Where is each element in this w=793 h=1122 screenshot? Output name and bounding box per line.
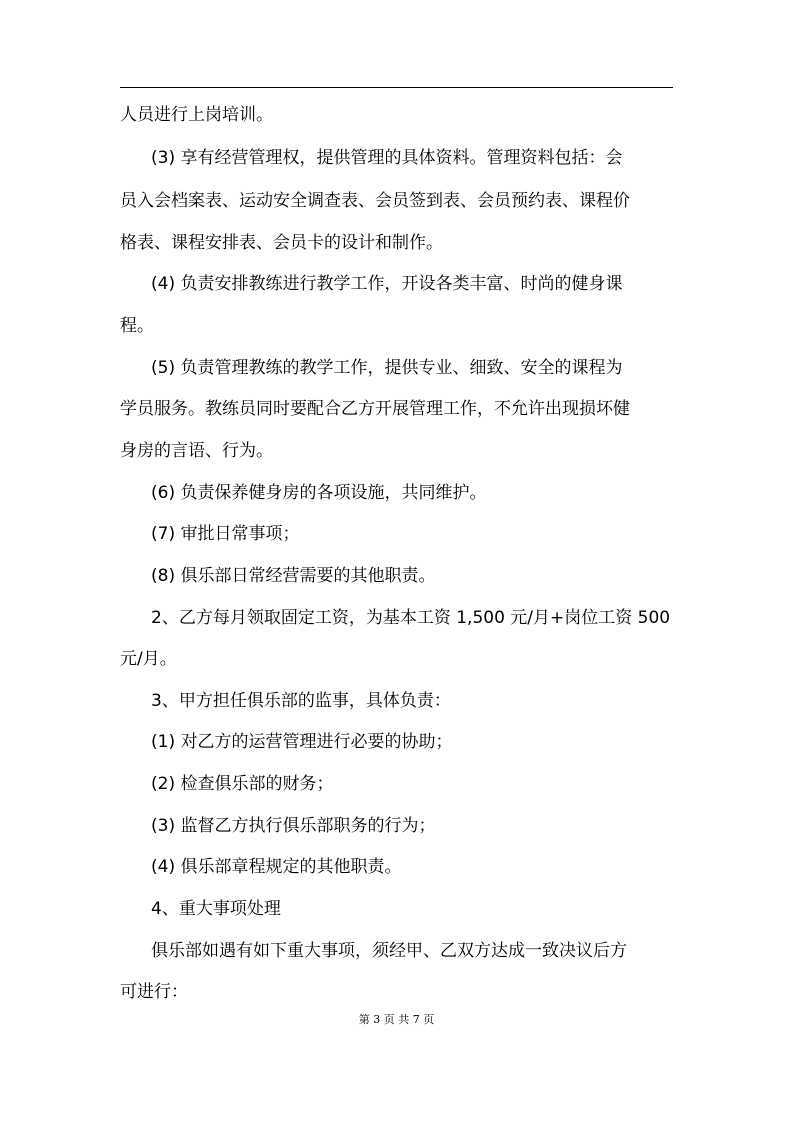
body-line: (3) 监督乙方执行俱乐部职务的行为； — [151, 816, 436, 836]
body-line: (7) 审批日常事项； — [151, 524, 300, 544]
body-line: (5) 负责管理教练的教学工作，提供专业、细致、安全的课程为 — [151, 358, 623, 378]
body-line: 学员服务。教练员同时要配合乙方开展管理工作，不允许出现损坏健 — [120, 399, 630, 419]
body-line: (3) 享有经营管理权，提供管理的具体资料。管理资料包括：会 — [151, 148, 623, 168]
body-line: 格表、课程安排表、会员卡的设计和制作。 — [120, 233, 443, 253]
body-line: 俱乐部如遇有如下重大事项，须经甲、乙双方达成一致决议后方 — [151, 941, 627, 961]
body-line: 2、乙方每月领取固定工资，为基本工资 1,500 元/月+岗位工资 500 — [151, 608, 671, 628]
header-rule — [120, 87, 673, 88]
body-line: 3、甲方担任俱乐部的监事，具体负责： — [151, 691, 451, 711]
body-line: (8) 俱乐部日常经营需要的其他职责。 — [151, 566, 436, 586]
body-line: 人员进行上岗培训。 — [120, 105, 273, 125]
body-line: 程。 — [120, 316, 154, 336]
body-line: 元/月。 — [120, 649, 177, 669]
body-line: (1) 对乙方的运营管理进行必要的协助； — [151, 732, 453, 752]
body-line: (4) 负责安排教练进行教学工作，开设各类丰富、时尚的健身课 — [151, 274, 623, 294]
body-line: 身房的言语、行为。 — [120, 441, 273, 461]
body-line: 员入会档案表、运动安全调查表、会员签到表、会员预约表、课程价 — [120, 191, 630, 211]
body-line: (6) 负责保养健身房的各项设施，共同维护。 — [151, 483, 487, 503]
body-line: 4、重大事项处理 — [151, 899, 281, 919]
body-line: 可进行： — [120, 982, 188, 1002]
body-line: (2) 检查俱乐部的财务； — [151, 774, 334, 794]
page-number: 第 3 页 共 7 页 — [358, 1013, 435, 1026]
body-line: (4) 俱乐部章程规定的其他职责。 — [151, 857, 402, 877]
